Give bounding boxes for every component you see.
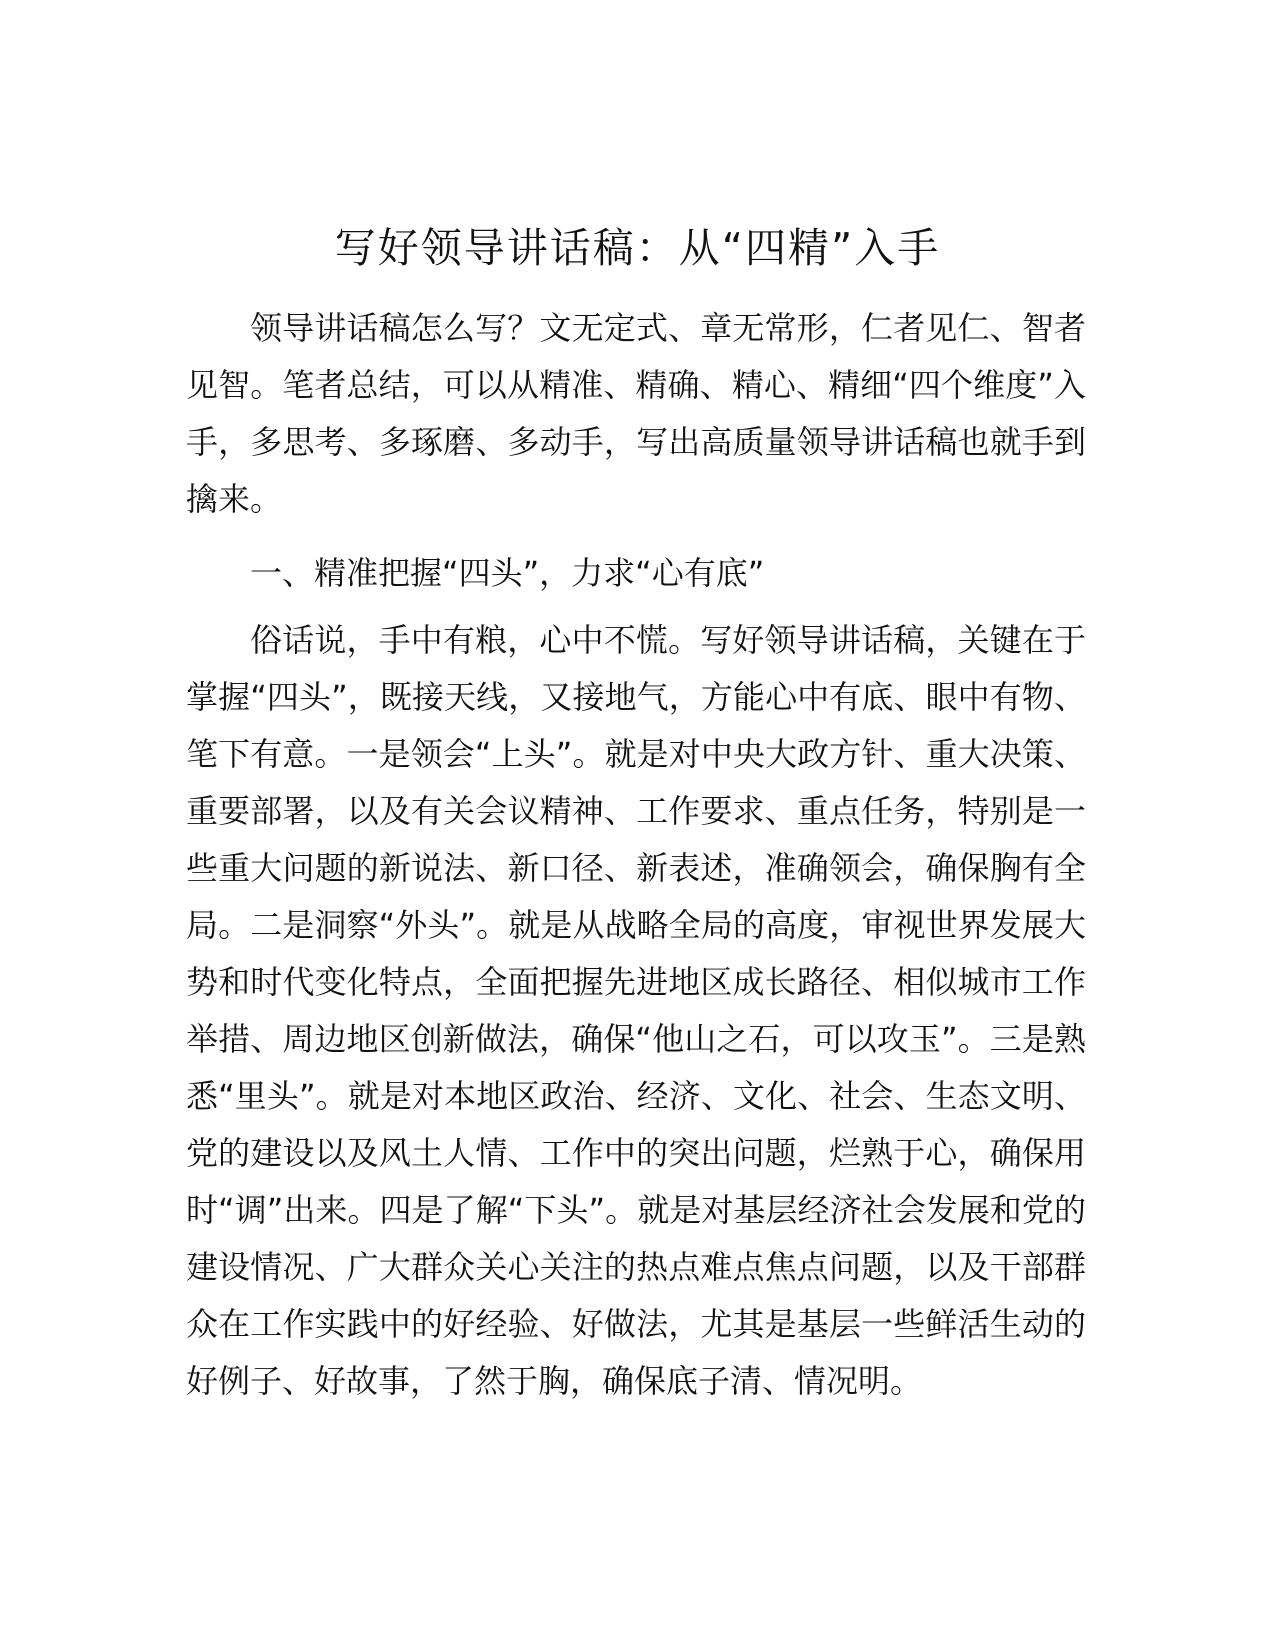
intro-paragraph: 领导讲话稿怎么写？文无定式、章无常形，仁者见仁、智者见智。笔者总结，可以从精准、精确、精心、精细“四个维度”入手，多思考、多琢磨、多动手，写出高质量领导讲话稿也就手到擒来。 [186, 309, 1086, 518]
page-title: 写好领导讲话稿：从“四精”入手 [334, 224, 941, 272]
section-paragraph: 俗话说，手中有粮，心中不慌。写好领导讲话稿，关键在于掌握“四头”，既接天线，又接地气，方能心中有底、眼中有物、笔下有意。一是领会“上头”。就是对中央大政方针、重大决策、重要部署，以及有关会议精神、工作要求、重点任务，特别是一些重大问题的新说法、新口径、新表述，准确领会，确保胸有全局。二是洞察“外头”。就是从战略全局的高度，审视世界发展大势和时代变化特点，全面把握先进地区成长路径、相似城市工作举措、周边地区创新做法，确保“他山之石，可以攻玉”。三是熟悉“里头”。就是对本地区政治、经济、文化、社会、生态文明、党的建设以及风土人情、工作中的突出问题，烂熟于心，确保用时“调”出来。四是了解“下头”。就是对基层经济社会发展和党的建设情况、广大群众关心关注的热点难点焦点问题，以及干部群众在工作实践中的好经验、好做法，尤其是基层一些鲜活生动的好例子、好故事，了然于胸，确保底子清、情况明。 [186, 621, 1086, 1400]
section-heading: 一、精准把握“四头”，力求“心有底” [250, 554, 765, 592]
